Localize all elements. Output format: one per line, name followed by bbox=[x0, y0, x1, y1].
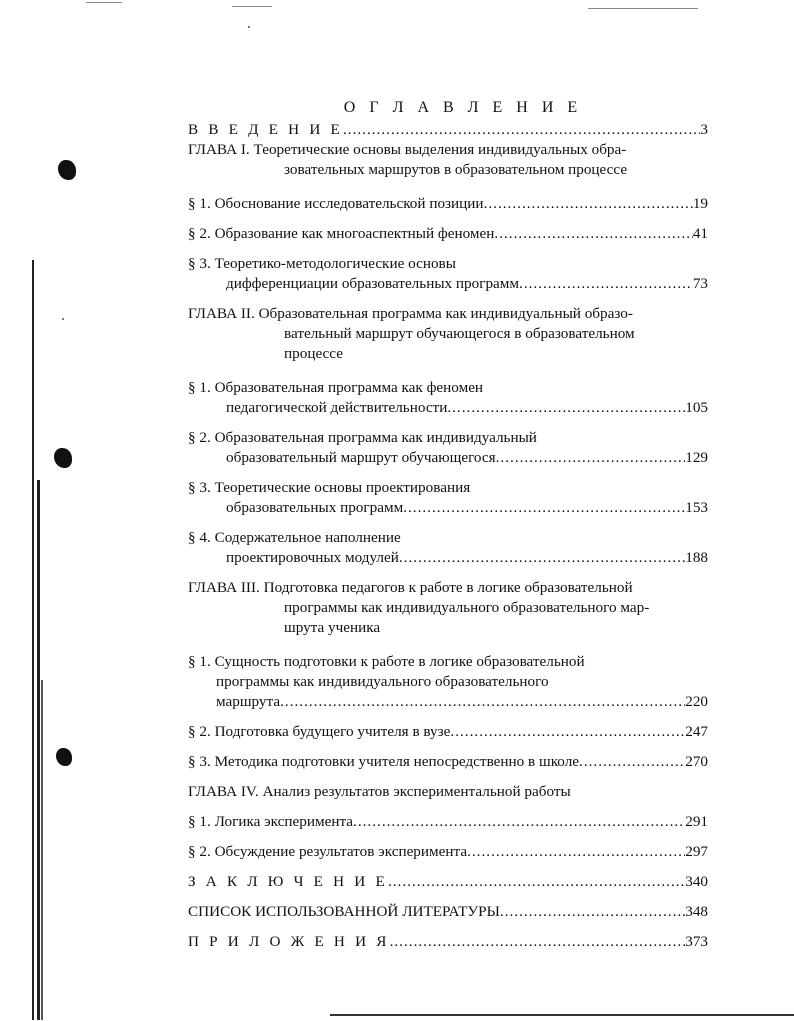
page-number: 73 bbox=[692, 275, 708, 292]
toc-entry-appendix: П Р И Л О Ж Е Н И Я ..... 373 bbox=[188, 932, 708, 952]
page-number: 247 bbox=[685, 723, 708, 740]
page-number: 373 bbox=[685, 933, 708, 950]
toc-entry: § 1. Обоснование исследовательской позиции ..... 19 bbox=[188, 194, 708, 214]
page-number: 188 bbox=[685, 549, 708, 566]
toc-entry: § 3. Теоретико-методологические основы дифференциации образовательных программ ..... 73 bbox=[188, 254, 708, 294]
chapter-heading: ГЛАВА III. Подготовка педагогов к работе в логике образовательной программы как индивидуального образовательного мар- шрута ученика bbox=[188, 579, 650, 636]
toc-entry: § 1. Сущность подготовки к работе в логике образовательной программы как индивидуального образовательного маршрута ..... 220 bbox=[188, 652, 708, 712]
page-number: 220 bbox=[685, 693, 708, 710]
dot-leader bbox=[343, 120, 700, 140]
dot-leader bbox=[494, 224, 692, 244]
page-number: 3 bbox=[700, 121, 708, 138]
dot-leader bbox=[403, 498, 685, 518]
chapter-heading: ГЛАВА IV. Анализ результатов экспериментальной работы bbox=[188, 783, 571, 800]
scan-artifact bbox=[232, 6, 272, 7]
page-number: 41 bbox=[692, 225, 708, 242]
page-number: 348 bbox=[685, 903, 708, 920]
punch-hole bbox=[56, 748, 72, 766]
dot-leader bbox=[519, 274, 693, 294]
page-number: 291 bbox=[685, 813, 708, 830]
dot-leader bbox=[500, 902, 685, 922]
toc-entry-conclusion: З А К Л Ю Ч Е Н И Е ..... 340 bbox=[188, 872, 708, 892]
chapter-heading: ГЛАВА I. Теоретические основы выделения индивидуальных обра- зовательных маршрутов в образовательном процессе bbox=[188, 141, 628, 178]
dot-leader bbox=[353, 812, 685, 832]
dot-leader bbox=[390, 932, 686, 952]
binding-edge bbox=[30, 60, 44, 1020]
scan-speck bbox=[248, 26, 250, 28]
page-number: 297 bbox=[685, 843, 708, 860]
dot-leader bbox=[388, 872, 685, 892]
page-number: 153 bbox=[685, 499, 708, 516]
toc-entry: § 4. Содержательное наполнение проектировочных модулей ..... 188 bbox=[188, 528, 708, 568]
toc-entry: § 2. Образование как многоаспектный феномен ..... 41 bbox=[188, 224, 708, 244]
dot-leader bbox=[447, 398, 685, 418]
chapter-heading: ГЛАВА II. Образовательная программа как индивидуальный образо- вательный маршрут обучающегося в образовательном процессе bbox=[188, 305, 635, 362]
toc-entry: § 3. Методика подготовки учителя непосредственно в школе ..... 270 bbox=[188, 752, 708, 772]
scan-speck bbox=[62, 318, 64, 320]
dot-leader bbox=[467, 842, 685, 862]
punch-hole bbox=[54, 448, 72, 468]
toc-entry: § 2. Образовательная программа как индивидуальный образовательный маршрут обучающегося ..... 129 bbox=[188, 428, 708, 468]
scan-artifact bbox=[86, 2, 122, 3]
toc-entry: § 2. Подготовка будущего учителя в вузе ..... 247 bbox=[188, 722, 708, 742]
punch-hole bbox=[58, 160, 76, 180]
dot-leader bbox=[450, 722, 685, 742]
toc-title: О Г Л А В Л Е Н И Е bbox=[343, 99, 583, 116]
toc-entry: § 1. Образовательная программа как феномен педагогической действительности ..... 105 bbox=[188, 378, 708, 418]
dot-leader bbox=[280, 692, 685, 712]
dot-leader bbox=[484, 194, 693, 214]
page-number: 105 bbox=[685, 399, 708, 416]
page-number: 19 bbox=[692, 195, 708, 212]
scan-artifact bbox=[330, 1014, 794, 1016]
toc-entry: § 2. Обсуждение результатов эксперимента ..... 297 bbox=[188, 842, 708, 862]
dot-leader bbox=[496, 448, 686, 468]
toc-entry-references: СПИСОК ИСПОЛЬЗОВАННОЙ ЛИТЕРАТУРЫ ..... 348 bbox=[188, 902, 708, 922]
dot-leader bbox=[579, 752, 685, 772]
table-of-contents bbox=[188, 98, 708, 952]
toc-entry: § 1. Логика эксперимента ..... 291 bbox=[188, 812, 708, 832]
page-number: 129 bbox=[685, 449, 708, 466]
page-number: 340 bbox=[685, 873, 708, 890]
dot-leader bbox=[399, 548, 685, 568]
page-number: 270 bbox=[685, 753, 708, 770]
toc-entry: § 3. Теоретические основы проектирования образовательных программ ..... 153 bbox=[188, 478, 708, 518]
toc-entry-intro bbox=[188, 120, 708, 140]
toc-entry-label: В В Е Д Е Н И Е bbox=[188, 121, 343, 138]
scan-artifact bbox=[588, 8, 698, 9]
